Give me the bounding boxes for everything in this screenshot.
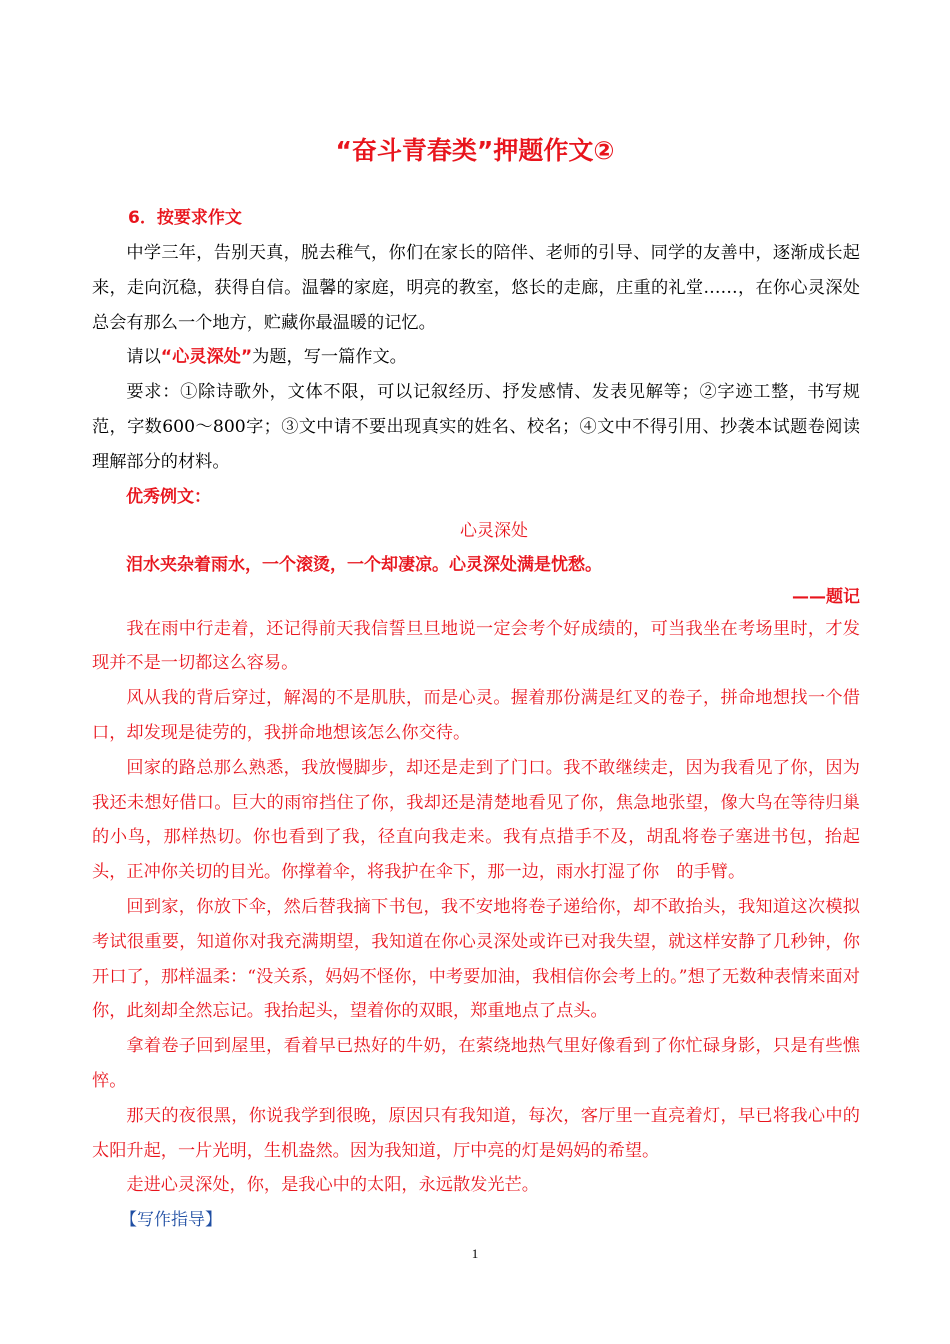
question-heading: 6．按要求作文: [128, 208, 242, 228]
essay-paragraph: 那天的夜很黑，你说我学到很晚，原因只有我知道，每次，客厅里一直亮着灯，早已将我心中的太阳升起，一片光明，生机盎然。因为我知道，厅中亮的灯是妈妈的希望。: [92, 1105, 860, 1161]
essay-paragraph: 走进心灵深处，你，是我心中的太阳，永远散发光芒。: [126, 1175, 539, 1196]
writing-guide-label: 【写作指导】: [120, 1210, 222, 1231]
essay-paragraph: 风从我的背后穿过，解渴的不是肌肤，而是心灵。握着那份满是红叉的卷子，拼命地想找一个借口，却发现是徒劳的，我拼命地想该怎么你交待。: [92, 688, 860, 743]
question-intro: 中学三年，告别天真，脱去稚气，你们在家长的陪伴、老师的引导、同学的友善中，逐渐成长起来，走向沉稳，获得自信。温馨的家庭，明亮的教室，悠长的走廊，庄重的礼堂……，在你心灵深处总会有那么一个地方，贮藏你最温暖的记忆。: [92, 243, 860, 333]
question-requirements: 要求：①除诗歌外，文体不限，可以记叙经历、抒发感情、发表见解等；②字迹工整，书写规范，字数600～800字；③文中请不要出现真实的姓名、校名；④文中不得引用、抄袭本试题卷阅读理解部分的材料。: [92, 382, 860, 472]
page-title: “奋斗青春类”押题作文②: [335, 136, 615, 165]
essay-epigraph: 泪水夹杂着雨水，一个滚烫，一个却凄凉。心灵深处满是忧愁。: [126, 554, 602, 575]
essay-title: 心灵深处: [460, 520, 528, 541]
epigraph-signature: ——题记: [792, 586, 860, 607]
question-prompt: [92, 340, 860, 375]
essay-paragraph: 拿着卷子回到屋里，看着早已热好的牛奶，在萦绕地热气里好像看到了你忙碌身影，只是有些憔悴。: [92, 1036, 860, 1091]
document-body: [92, 200, 860, 1237]
prompt-pre: 请以: [126, 347, 161, 368]
prompt-topic: “心灵深处”: [160, 347, 253, 368]
essay-label: 优秀例文：: [126, 486, 211, 507]
essay-paragraph: 我在雨中行走着，还记得前天我信誓旦旦地说一定会考个好成绩的，可当我坐在考场里时，才发现并不是一切都这么容易。: [92, 618, 860, 674]
page-number: 1: [471, 1246, 479, 1261]
essay-paragraph: 回到家，你放下伞，然后替我摘下书包，我不安地将卷子递给你，却不敢抬头，我知道这次模拟考试很重要，知道你对我充满期望，我知道在你心灵深处或许已对我失望，就这样安静了几秒钟，你开口了，那样温柔：“没关系，妈妈不怪你，中考要加油，我相信你会考上的。”想了无数种表情来面对你，此刻却全然忘记。我抬起头，望着你的双眼，郑重地点了点头。: [92, 896, 860, 1022]
essay-paragraph: 回家的路总那么熟悉，我放慢脚步，却还是走到了门口。我不敢继续走，因为我看见了你，因为我还未想好借口。巨大的雨帘挡住了你，我却还是清楚地看见了你，焦急地张望，像大鸟在等待归巢的小鸟，那样热切。你也看到了我，径直向我走来。我有点措手不及，胡乱将卷子塞进书包，抬起头，正冲你关切的目光。你撑着伞，将我护在伞下，那一边，雨水打湿了你 的手臂。: [92, 757, 860, 883]
prompt-post: 为题，写一篇作文。: [252, 347, 407, 368]
